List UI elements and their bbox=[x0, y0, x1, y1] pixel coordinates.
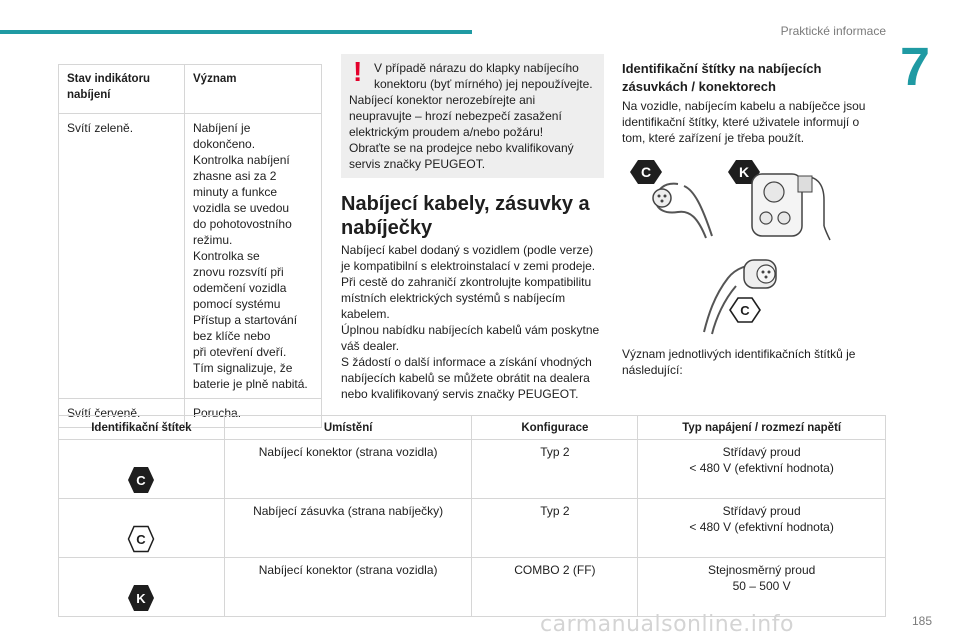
combo2-connector-illustration bbox=[728, 156, 848, 246]
labels-heading: Identifikační štítky na nabíjecích zásuvkách / konektorech bbox=[622, 61, 822, 94]
type2-connector-illustration bbox=[628, 156, 728, 246]
running-head: Praktické informace bbox=[780, 24, 886, 38]
state-cell: Svítí zeleně. bbox=[59, 114, 185, 399]
col-header-location: Umístění bbox=[224, 416, 472, 440]
section-body: Nabíjecí kabel dodaný s vozidlem (podle verze) je kompatibilní s elektroinstalací v zemi prodeje. Při cestě do zahraničí zkontrolujte kompatibilitu místních elektrických systémů s nabíjecím kabelem. Úplnou nabídku nabíjecích kabelů vám poskytne váš dealer. S žádostí o další informace a získání vhodných nabíjecích kabelů se můžete obrátit na dealera nebo kvalifikovaný servis značky PEUGEOT. bbox=[341, 243, 600, 401]
table-header-row bbox=[59, 416, 886, 440]
meaning-cell: Nabíjení je dokončeno. Kontrolka nabíjení zhasne asi za 2 minuty a funkce vozidla se uvedou do pohotovostního režimu. Kontrolka se znovu rozsvítí při odemčení vozidla pomocí systému Přístup a startování bez klíče nebo při otevření dveří. Tím signalizuje, že baterie je plně nabitá. bbox=[185, 114, 322, 399]
badge-k-filled-icon bbox=[127, 584, 155, 612]
configuration-cell: Typ 2 bbox=[472, 499, 638, 558]
type2-socket-illustration bbox=[694, 256, 804, 336]
watermark: carmanualsonline.info bbox=[540, 612, 794, 637]
power-cell: Střídavý proud < 480 V (efektivní hodnota) bbox=[638, 499, 886, 558]
badge-cell bbox=[59, 499, 225, 558]
svg-text:K: K bbox=[136, 591, 147, 606]
badge-cell bbox=[59, 558, 225, 617]
location-cell: Nabíjecí zásuvka (strana nabíječky) bbox=[224, 499, 472, 558]
badge-c-outline-letter: C bbox=[740, 303, 750, 318]
configuration-cell: COMBO 2 (FF) bbox=[472, 558, 638, 617]
power-cell: Stejnosměrný proud 50 – 500 V bbox=[638, 558, 886, 617]
badge-c-filled-icon bbox=[630, 160, 662, 184]
page-number: 185 bbox=[911, 614, 932, 628]
svg-text:C: C bbox=[136, 473, 147, 488]
table-row bbox=[59, 558, 886, 617]
badge-c-outline-icon bbox=[730, 298, 760, 322]
col-header-configuration: Konfigurace bbox=[472, 416, 638, 440]
labels-outro: Význam jednotlivých identifikačních štítků je následující: bbox=[622, 347, 856, 377]
col-header-meaning: Význam bbox=[185, 65, 322, 114]
identification-label-table bbox=[58, 415, 886, 617]
warning-first-lines: V případě nárazu do klapky nabíjecího konektoru (byť mírného) jej nepoužívejte. bbox=[374, 61, 593, 91]
col-header-label: Identifikační štítek bbox=[59, 416, 225, 440]
col-header-power-type: Typ napájení / rozmezí napětí bbox=[638, 416, 886, 440]
configuration-cell: Typ 2 bbox=[472, 440, 638, 499]
labels-intro: Na vozidle, nabíjecím kabelu a nabíječce jsou identifikační štítky, které uživatele informují o tom, které zařízení je třeba použít. bbox=[622, 99, 866, 145]
svg-text:C: C bbox=[136, 532, 147, 547]
badge-cell bbox=[59, 440, 225, 499]
badge-k-letter: K bbox=[738, 164, 750, 180]
table-row bbox=[59, 114, 322, 399]
table-header-row bbox=[59, 65, 322, 114]
table-row bbox=[59, 499, 886, 558]
location-cell: Nabíjecí konektor (strana vozidla) bbox=[224, 558, 472, 617]
chapter-number: 7 bbox=[899, 37, 930, 97]
state-cell: Svítí červeně. bbox=[59, 399, 185, 428]
badge-c-letter: C bbox=[640, 164, 652, 180]
power-cell: Střídavý proud < 480 V (efektivní hodnota) bbox=[638, 440, 886, 499]
warning-text: Nabíjecí konektor nerozebírejte ani neupravujte – hrozí nebezpečí zasažení elektrickým proudem a/nebo požáru! Obraťte se na prodejce nebo kvalifikovaný servis značky PEUGEOT. bbox=[349, 93, 574, 171]
warning-box bbox=[341, 54, 604, 178]
col-header-state: Stav indikátoru nabíjení bbox=[59, 65, 185, 114]
charging-status-table bbox=[58, 64, 322, 428]
meaning-cell: Porucha. bbox=[185, 399, 322, 428]
header-accent-bar bbox=[0, 30, 472, 34]
badge-c-filled-icon bbox=[127, 466, 155, 494]
table-row bbox=[59, 440, 886, 499]
section-heading: Nabíjecí kabely, zásuvky a nabíječky bbox=[341, 193, 590, 239]
warning-icon: ! bbox=[353, 56, 363, 87]
location-cell: Nabíjecí konektor (strana vozidla) bbox=[224, 440, 472, 499]
badge-c-outline-icon bbox=[127, 525, 155, 553]
